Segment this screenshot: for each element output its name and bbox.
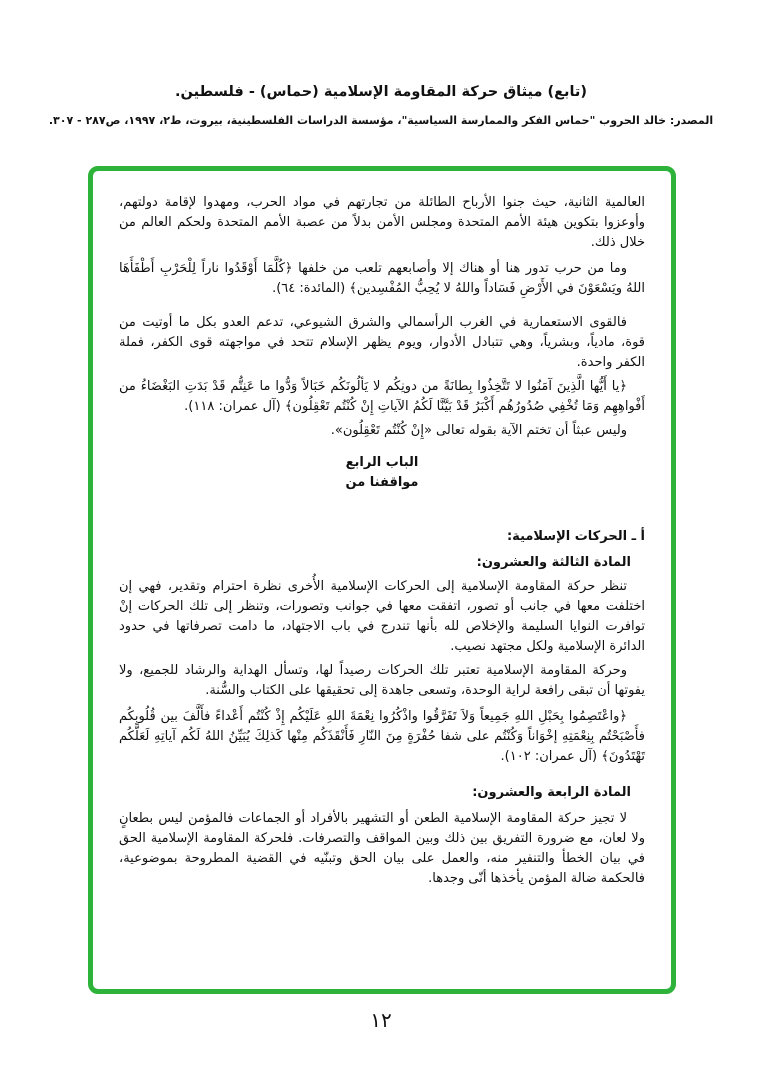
- section-heading: أ ـ الحركات الإسلامية:: [506, 529, 645, 544]
- document-header: [0, 84, 762, 127]
- source-line: المصدر: خالد الحروب "حماس الفكر والممارسة السياسية"، مؤسسة الدراسات الفلسطينية، بيروت، ط٢، ١٩٩٧، ص٢٨٧ - ٣٠٧.: [48, 114, 714, 127]
- article-heading: المادة الرابعة والعشرون:: [472, 785, 631, 800]
- document-title: (تابع) ميثاق حركة المقاومة الإسلامية (حماس) - فلسطين.: [175, 84, 587, 100]
- verse-paragraph: ﴿واعْتَصِمُوا بِحَبْلِ اللهِ جَمِيعاً وَلاَ تَفَرَّقُوا واذْكُرُوا نِعْمَةَ اللهِ عَلَيْكُم إِذْ كُنْتُم أَعْداءً فأَلَّفَ بين قُلُوبِكُم فأَصْبَحْتُم بِنِعْمَتِهِ إخْوَاناً وَكُنْتُم على شفا حُفْرَةٍ مِنَ النّارِ فَأَنْقَذَكُم مِنْها كَذلِكَ يُبَيِّنُ اللهُ لَكُم آياتِهِ لَعَلَّكُم تَهْتَدُونَ﴾ (آل عمران: ١٠٢).: [119, 709, 645, 764]
- verse-paragraph: ﴿يا أَيُّها الَّذِينَ آمَنُوا لا تَتَّخِذُوا بِطانَةً من دونِكُم لا يَألُونَكُم خَبَالاً وَدُّوا ما عَنِتُّم قَدْ بَدَتِ البَغْضَاءُ من أَفْواهِهِم وَمَا تُخْفِي صُدُورُهُم أَكْبَرُ قَدْ بَيَّنَّا لَكُمُ الآياتِ إِنْ كُنْتُم تَعْقِلُون﴾ (آل عمران: ١١٨).: [119, 379, 645, 414]
- paragraph: وحركة المقاومة الإسلامية تعتبر تلك الحركات رصيداً لها، وتسأل الهداية والرشاد للجميع، ولا يفوتها أن تبقى رافعة لراية الوحدة، وتسعى جاهدة إلى تحقيقها على الكتاب والسُّنة.: [119, 663, 645, 698]
- article-heading: المادة الثالثة والعشرون:: [476, 555, 631, 570]
- paragraph: لا تجيز حركة المقاومة الإسلامية الطعن أو التشهير بالأفراد أو الجماعات فالمؤمن ليس بطعانٍ ولا لعان، مع ضرورة التفريق بين ذلك وبين المواقف والتصرفات. فلحركة المقاومة الإسلامية الحق في بيان الخطأ والتنفير منه، والعمل على بيان الحق وتبنّيه في القضية المطروحة بموضوعية، فالحكمة ضالة المؤمن يأخذها أنّى وجدها.: [119, 811, 645, 886]
- paragraph: فالقوى الاستعمارية في الغرب الرأسمالي والشرق الشيوعي، تدعم العدو بكل ما أوتيت من قوة، مادياً، وبشرياً، وهي تتبادل الأدوار، ويوم يظهر الإسلام تتحد في مواجهته قوى الكفر، فملة الكفر واحدة.: [119, 315, 645, 370]
- content-frame: [88, 166, 676, 994]
- chapter-heading: الباب الرابع: [345, 455, 419, 470]
- chapter-subheading: مواقفنا من: [345, 475, 419, 490]
- paragraph: وليس عبثاً أن تختم الآية بقوله تعالى «إِنْ كُنْتُم تَعْقِلُون».: [330, 423, 627, 438]
- paragraph-with-verse: وما من حرب تدور هنا أو هناك إلا وأصابعهم تلعب من خلفها ﴿كُلَّمَا أَوْقَدُوا ناراً لِلْحَرْبِ أَطْفَأَهَا اللهُ ويَسْعَوْنَ في الأَرْضِ فَسَاداً واللهُ لا يُحِبُّ المُفْسِدين﴾ (المائدة: ٦٤).: [119, 261, 645, 296]
- paragraph-continuation: العالمية الثانية، حيث جنوا الأرباح الطائلة من تجارتهم في مواد الحرب، ومهدوا لإقامة دولتهم، وأوعزوا بتكوين هيئة الأمم المتحدة ومجلس الأمن بدلاً من عصبة الأمم المتحدة ولحكم العالم من خلال ذلك.: [119, 195, 645, 250]
- document-body: [119, 193, 645, 889]
- page-number: ١٢: [370, 1008, 392, 1032]
- paragraph: تنظر حركة المقاومة الإسلامية إلى الحركات الإسلامية الأُخرى نظرة احترام وتقدير، فهي إن اختلفت معها في جانب أو تصور، اتفقت معها في جوانب وتصورات، وتنظر إلى تلك الحركات إنْ توافرت النوايا السليمة والإخلاص لله بأنها تندرج في باب الاجتهاد، ما دامت تصرفاتها في حدود الدائرة الإسلامية ولكل مجتهد نصيب.: [119, 579, 645, 654]
